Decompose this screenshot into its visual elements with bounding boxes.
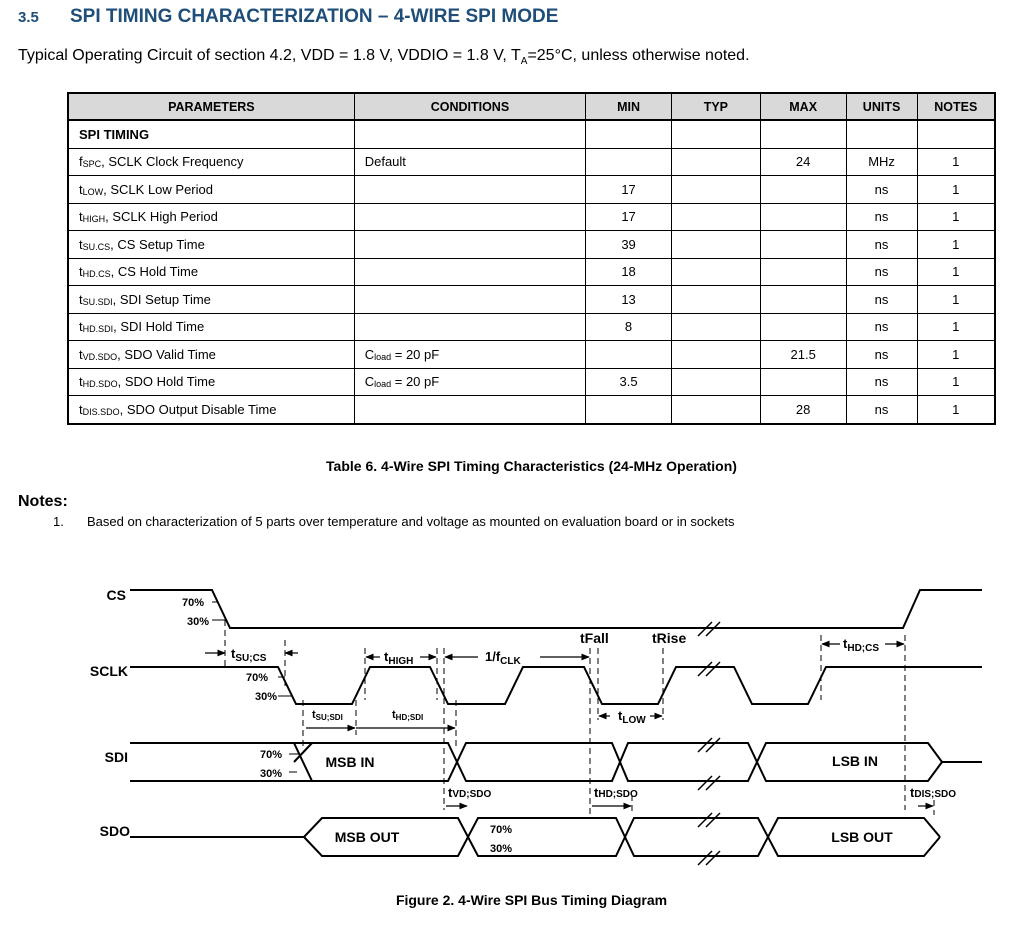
note-item: [53, 514, 735, 529]
min-cell: 18: [586, 258, 672, 286]
sdo-level-high: 70%: [490, 824, 513, 836]
param-cell: $t_{SU.SDI}$, SDI Setup Time: [68, 286, 354, 314]
msb-out-label: MSB OUT: [334, 829, 400, 845]
units-cell: ns: [846, 368, 917, 396]
max-cell: 21.5: [760, 341, 846, 369]
typ-cell: [671, 231, 760, 259]
column-header: PARAMETERS: [68, 93, 354, 120]
notes-cell: 1: [917, 258, 995, 286]
min-cell: 3.5: [586, 368, 672, 396]
subtitle-suffix: =25°C, unless otherwise noted.: [527, 47, 750, 64]
fclk-label: $1/f_{CLK}$: [485, 649, 521, 667]
param-symbol: t: [79, 209, 83, 225]
condition-cell: [354, 231, 585, 259]
param-cell: $t_{HD.CS}$, CS Hold Time: [68, 258, 354, 286]
units-cell: ns: [846, 203, 917, 231]
param-cell: $t_{HD.SDO}$, SDO Hold Time: [68, 368, 354, 396]
trise-label: tRise: [652, 630, 687, 646]
tvd-sdo-label: tVD;SDO: [448, 785, 492, 800]
column-header: NOTES: [917, 93, 995, 120]
notes-cell: 1: [917, 368, 995, 396]
param-symbol: t: [79, 319, 83, 335]
param-subscript: HIGH: [82, 214, 106, 225]
units-cell: ns: [846, 258, 917, 286]
max-cell: [760, 231, 846, 259]
param-cell: $t_{DIS.SDO}$, SDO Output Disable Time: [68, 396, 354, 424]
sdi-label: SDI: [104, 749, 128, 765]
param-symbol: t: [79, 374, 83, 390]
param-symbol: f: [79, 154, 83, 170]
table-header-row: [68, 93, 995, 120]
table-group-row: [68, 120, 995, 148]
condition-cell: $C_{load} = 20$ pF: [354, 368, 585, 396]
column-header: TYP: [671, 93, 760, 120]
typ-cell: [671, 286, 760, 314]
table-row: [68, 341, 995, 369]
param-symbol: t: [79, 264, 83, 280]
table-row: [68, 231, 995, 259]
units-cell: ns: [846, 396, 917, 424]
param-symbol: t: [79, 181, 83, 197]
min-cell: 17: [586, 176, 672, 204]
column-header: MIN: [586, 93, 672, 120]
spi-timing-table: [67, 92, 996, 425]
param-cell: $t_{VD.SDO}$, SDO Valid Time: [68, 341, 354, 369]
notes-cell: 1: [917, 176, 995, 204]
max-cell: 28: [760, 396, 846, 424]
typ-cell: [671, 148, 760, 176]
param-subscript: SU.SDI: [82, 296, 113, 307]
param-subscript: DIS.SDO: [82, 406, 120, 417]
spi-timing-diagram: [0, 560, 1027, 927]
section-number: 3.5: [18, 9, 39, 26]
param-subscript: HD.SDO: [82, 379, 118, 390]
param-name: SDO Output Disable Time: [126, 401, 277, 417]
section-title: SPI TIMING CHARACTERIZATION – 4-WIRE SPI MODE: [70, 6, 559, 27]
param-name: SDO Hold Time: [124, 374, 216, 390]
typ-cell: [671, 396, 760, 424]
min-cell: 17: [586, 203, 672, 231]
table-row: [68, 313, 995, 341]
param-symbol: t: [79, 401, 83, 417]
typ-cell: [671, 368, 760, 396]
sdo-level-low: 30%: [490, 843, 513, 855]
param-name: CS Hold Time: [117, 264, 199, 280]
subtitle-prefix: Typical Operating Circuit of section 4.2, VDD = 1.8 V, VDDIO = 1.8 V, T: [18, 47, 521, 64]
cs-level-low: 30%: [187, 616, 210, 628]
notes-cell: 1: [917, 396, 995, 424]
units-cell: MHz: [846, 148, 917, 176]
min-cell: [586, 341, 672, 369]
thigh-label: $t_{HIGH}$: [384, 649, 414, 667]
param-name: SCLK Low Period: [110, 181, 213, 197]
min-cell: [586, 396, 672, 424]
sclk-level-high: 70%: [246, 672, 269, 684]
max-cell: [760, 203, 846, 231]
typ-cell: [671, 203, 760, 231]
param-subscript: SPC: [82, 159, 102, 170]
table-row: [68, 203, 995, 231]
lsb-out-label: LSB OUT: [831, 829, 893, 845]
param-subscript: HD.SDI: [82, 324, 114, 335]
max-cell: [760, 258, 846, 286]
thd-sdi-label: tHD;SDI: [392, 709, 424, 722]
figure-caption: Figure 2. 4-Wire SPI Bus Timing Diagram: [395, 892, 668, 908]
param-symbol: t: [79, 346, 83, 362]
param-symbol: t: [79, 291, 83, 307]
condition-cell: [354, 176, 585, 204]
tdis-sdo-label: tDIS;SDO: [910, 785, 957, 800]
table-row: [68, 286, 995, 314]
table-body: [68, 120, 995, 424]
param-subscript: SU.CS: [82, 241, 111, 252]
param-subscript: LOW: [82, 186, 104, 197]
param-subscript: HD.CS: [82, 269, 111, 280]
note-number: 1.: [53, 514, 64, 529]
group-label: SPI TIMING: [68, 120, 354, 148]
max-cell: 24: [760, 148, 846, 176]
condition-cell: [354, 286, 585, 314]
units-cell: ns: [846, 341, 917, 369]
section-heading: [18, 6, 558, 28]
notes-title: Notes:: [18, 493, 68, 510]
sdo-waveform: [130, 818, 940, 856]
param-symbol: t: [79, 236, 83, 252]
param-cell: $t_{LOW}$, SCLK Low Period: [68, 176, 354, 204]
units-cell: ns: [846, 176, 917, 204]
sdo-label: SDO: [99, 823, 130, 839]
tsu-sdi-label: tSU;SDI: [312, 709, 343, 722]
note-text: Based on characterization of 5 parts over temperature and voltage as mounted on evaluation board or in sockets: [87, 514, 735, 529]
param-name: SCLK Clock Frequency: [108, 154, 244, 170]
typ-cell: [671, 258, 760, 286]
table-row: [68, 176, 995, 204]
param-name: SCLK High Period: [112, 209, 218, 225]
min-cell: 8: [586, 313, 672, 341]
min-cell: 39: [586, 231, 672, 259]
table-row: [68, 368, 995, 396]
column-header: UNITS: [846, 93, 917, 120]
min-cell: 13: [586, 286, 672, 314]
min-cell: [586, 148, 672, 176]
sdi-level-low: 30%: [260, 768, 283, 780]
typ-cell: [671, 313, 760, 341]
max-cell: [760, 313, 846, 341]
typ-cell: [671, 341, 760, 369]
param-cell: $f_{SPC}$, SCLK Clock Frequency: [68, 148, 354, 176]
tfall-label: tFall: [580, 630, 609, 646]
param-cell: $t_{HD.SDI}$, SDI Hold Time: [68, 313, 354, 341]
cs-waveform: [130, 590, 982, 628]
table-row: [68, 258, 995, 286]
table-row: [68, 148, 995, 176]
condition-cell: [354, 258, 585, 286]
param-cell: $t_{HIGH}$, SCLK High Period: [68, 203, 354, 231]
notes-cell: 1: [917, 286, 995, 314]
typ-cell: [671, 176, 760, 204]
subtitle-sub: A: [520, 56, 528, 68]
thd-sdo-label: tHD;SDO: [594, 785, 638, 800]
section-subtitle: [18, 47, 750, 67]
condition-cell: [354, 203, 585, 231]
param-name: CS Setup Time: [117, 236, 205, 252]
max-cell: [760, 176, 846, 204]
notes-cell: 1: [917, 148, 995, 176]
condition-cell: $C_{load} = 20$ pF: [354, 341, 585, 369]
param-name: SDI Setup Time: [119, 291, 211, 307]
notes-cell: 1: [917, 231, 995, 259]
condition-cell: [354, 396, 585, 424]
condition-cell: [354, 313, 585, 341]
units-cell: ns: [846, 231, 917, 259]
max-cell: [760, 368, 846, 396]
thd-cs-label: $t_{HD;CS}$: [843, 636, 880, 654]
sclk-label: SCLK: [89, 663, 128, 679]
notes-cell: 1: [917, 341, 995, 369]
units-cell: ns: [846, 313, 917, 341]
notes-cell: 1: [917, 313, 995, 341]
cs-label: CS: [106, 587, 126, 603]
max-cell: [760, 286, 846, 314]
param-name: SDO Valid Time: [124, 346, 216, 362]
param-name: SDI Hold Time: [120, 319, 205, 335]
sclk-level-low: 30%: [255, 691, 278, 703]
param-subscript: VD.SDO: [82, 351, 118, 362]
lsb-in-label: LSB IN: [832, 753, 878, 769]
column-header: CONDITIONS: [354, 93, 585, 120]
sdi-level-high: 70%: [260, 749, 283, 761]
msb-in-label: MSB IN: [325, 754, 375, 770]
table-row: [68, 396, 995, 424]
tlow-label: $t_{LOW}$: [618, 708, 646, 726]
table-caption: Table 6. 4-Wire SPI Timing Characteristics (24-MHz Operation): [326, 458, 737, 474]
column-header: MAX: [760, 93, 846, 120]
units-cell: ns: [846, 286, 917, 314]
param-cell: $t_{SU.CS}$, CS Setup Time: [68, 231, 354, 259]
tsu-cs-label: $t_{SU;CS}$: [231, 646, 267, 664]
condition-cell: Default: [354, 148, 585, 176]
cs-level-high: 70%: [182, 597, 205, 609]
notes-cell: 1: [917, 203, 995, 231]
